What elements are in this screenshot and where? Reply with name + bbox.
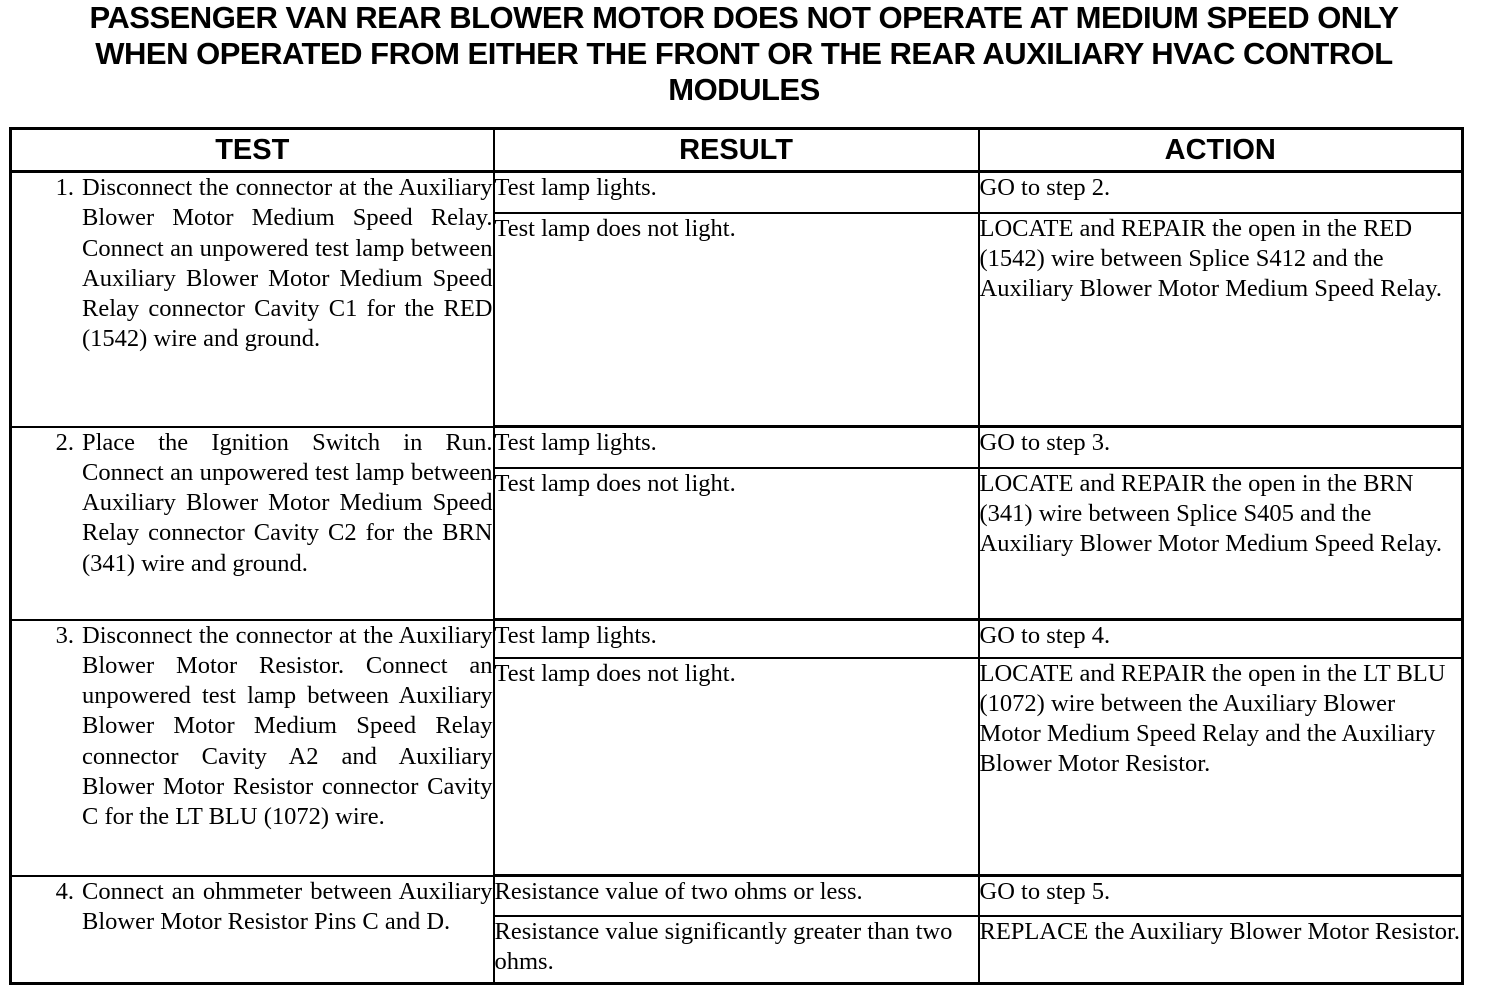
test-instruction: Place the Ignition Switch in Run. Connect an unpowered test lamp between Auxiliary Blower Motor Medium Speed Relay connector Cavity C2 for the BRN (341) wire and ground. (82, 428, 493, 577)
action-cell: REPLACE the Auxiliary Blower Motor Resistor. (979, 916, 1463, 984)
action-cell: GO to step 2. (979, 172, 1463, 213)
table-row (11, 172, 1463, 213)
result-cell: Resistance value of two ohms or less. (494, 876, 979, 916)
action-cell: GO to step 3. (979, 427, 1463, 468)
header-row (11, 129, 1463, 172)
result-cell: Test lamp does not light. (494, 468, 979, 620)
table-row (11, 620, 1463, 658)
diagnostic-table (9, 127, 1464, 985)
header-result: RESULT (494, 129, 979, 172)
action-cell: LOCATE and REPAIR the open in the BRN (341) wire between Splice S405 and the Auxiliary Blower Motor Medium Speed Relay. (979, 468, 1463, 620)
title-line-3: MODULES (668, 72, 820, 107)
result-cell: Test lamp lights. (494, 172, 979, 213)
title-line-2: WHEN OPERATED FROM EITHER THE FRONT OR THE REAR AUXILIARY HVAC CONTROL (95, 36, 1393, 71)
step-number: 4. (55, 877, 74, 905)
header-action: ACTION (979, 129, 1463, 172)
result-cell: Test lamp lights. (494, 427, 979, 468)
test-instruction: Disconnect the connector at the Auxiliary Blower Motor Medium Speed Relay. Connect an unpowered test lamp between Auxiliary Blower Motor Medium Speed Relay connector Cavity C1 for the RED (1542) wire and ground. (82, 174, 493, 353)
test-cell-step-2 (11, 427, 494, 620)
page-title (0, 0, 1488, 108)
action-cell: LOCATE and REPAIR the open in the RED (1542) wire between Splice S412 and the Auxiliary Blower Motor Medium Speed Relay. (979, 213, 1463, 427)
test-instruction: Connect an ohmmeter between Auxiliary Blower Motor Resistor Pins C and D. (82, 877, 493, 935)
result-cell: Test lamp does not light. (494, 213, 979, 427)
header-test: TEST (11, 129, 494, 172)
action-cell: GO to step 4. (979, 620, 1463, 658)
action-cell: GO to step 5. (979, 876, 1463, 916)
test-instruction: Disconnect the connector at the Auxiliary Blower Motor Resistor. Connect an unpowered test lamp between Auxiliary Blower Motor Medium Speed Relay connector Cavity A2 and Auxiliary Blower Motor Resistor connector Cavity C for the LT BLU (1072) wire. (82, 621, 493, 831)
test-cell-step-4 (11, 876, 494, 984)
title-line-1: PASSENGER VAN REAR BLOWER MOTOR DOES NOT OPERATE AT MEDIUM SPEED ONLY (89, 0, 1399, 35)
test-cell-step-1 (11, 172, 494, 427)
result-cell: Test lamp does not light. (494, 658, 979, 876)
table-row (11, 427, 1463, 468)
action-cell: LOCATE and REPAIR the open in the LT BLU (1072) wire between the Auxiliary Blower Motor Medium Speed Relay and the Auxiliary Blower Motor Resistor. (979, 658, 1463, 876)
result-cell: Test lamp lights. (494, 620, 979, 658)
test-cell-step-3 (11, 620, 494, 876)
step-number: 2. (55, 428, 74, 456)
table-row (11, 876, 1463, 916)
step-number: 3. (55, 621, 74, 649)
result-cell: Resistance value significantly greater than two ohms. (494, 916, 979, 984)
step-number: 1. (55, 174, 74, 201)
